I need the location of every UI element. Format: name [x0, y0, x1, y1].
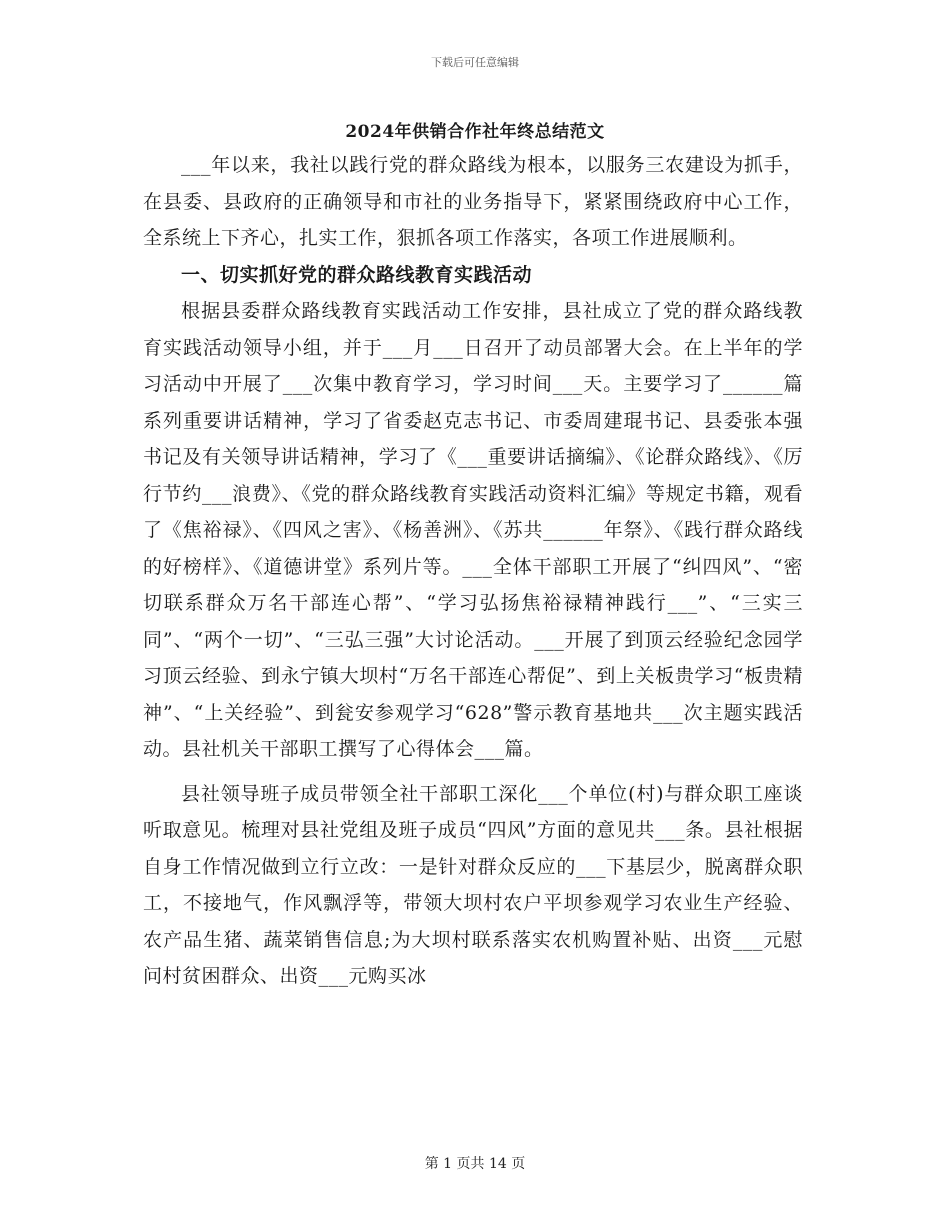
- header-note: 下载后可任意编辑: [431, 56, 519, 69]
- page-number-footer: 第 1 页共 14 页: [424, 1156, 526, 1172]
- section1-paragraph-1: 根据县委群众路线教育实践活动工作安排，县社成立了党的群众路线教育实践活动领导小组，并于___月___日召开了动员部署大会。在上半年的学习活动中开展了___次集中教育学习，学习时间___天。主要学习了______篇系列重要讲话精神，学习了省委赵克志书记、市委周建琨书记、县委张本强书记及有关领导讲话精神，学习了《___重要讲话摘编》、《论群众路线》、《厉行节约___浪费》、《党的群众路线教育实践活动资料汇编》等规定书籍，观看了《焦裕禄》、《四风之害》、《杨善洲》、《苏共______年祭》、《践行群众路线的好榜样》、《道德讲堂》系列片等。___全体干部职工开展了“纠四风”、“密切联系群众万名干部连心帮”、“学习弘扬焦裕禄精神践行___”、“三实三同”、“两个一切”、“三弘三强”大讨论活动。___开展了到顶云经验纪念园学习顶云经验、到永宁镇大坝村“万名干部连心帮促”、到上关板贵学习“板贵精神”、“上关经验”、到瓮安参观学习“628”警示教育基地共___次主题实践活动。县社机关干部职工撰写了心得体会___篇。: [143, 300, 803, 760]
- document-body: [143, 147, 803, 995]
- section-heading-1: 一、切实抓好党的群众路线教育实践活动: [181, 263, 533, 286]
- intro-paragraph: ___年以来，我社以践行党的群众路线为根本，以服务三农建设为抓手，在县委、县政府的正确领导和市社的业务指导下，紧紧围绕政府中心工作，全系统上下齐心，扎实工作，狠抓各项工作落实，各项工作进展顺利。: [143, 154, 803, 249]
- section1-paragraph-2: 县社领导班子成员带领全社干部职工深化___个单位(村)与群众职工座谈听取意见。梳理对县社党组及班子成员“四风”方面的意见共___条。县社根据自身工作情况做到立行立改：一是针对群众反应的___下基层少，脱离群众职工，不接地气，作风飘浮等，带领大坝村农户平坝参观学习农业生产经验、农产品生猪、蔬菜销售信息;为大坝村联系落实农机购置补贴、出资___元慰问村贫困群众、出资___元购买冰: [143, 782, 803, 987]
- document-title: 2024年供销合作社年终总结范文: [345, 122, 605, 142]
